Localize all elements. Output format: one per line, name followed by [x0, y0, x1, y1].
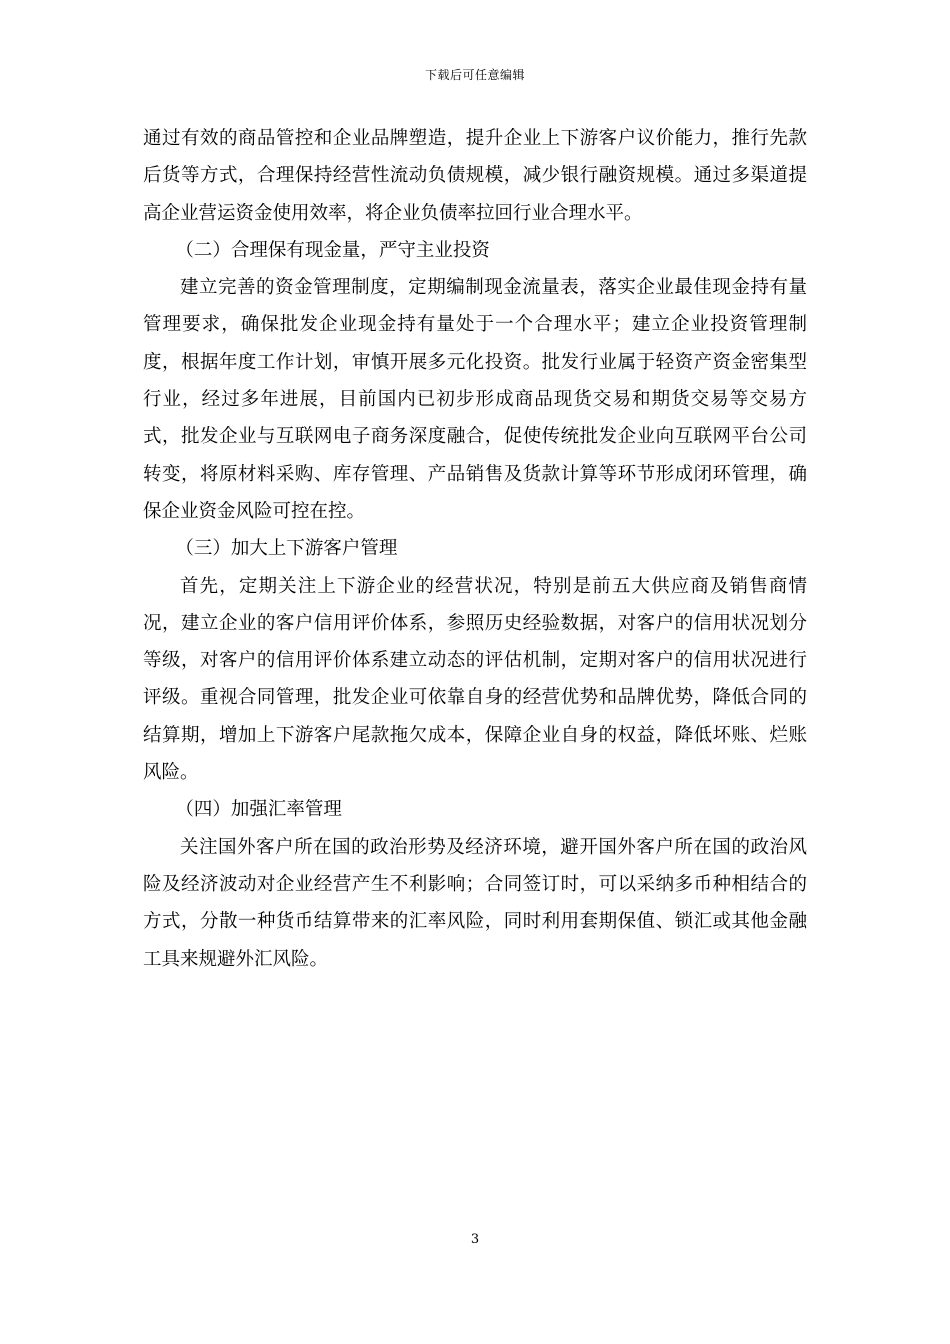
paragraph-exchange-rate: 关注国外客户所在国的政治形势及经济环境，避开国外客户所在国的政治风险及经济波动对企业经营产生不利影响；合同签订时，可以采纳多币种相结合的方式，分散一种货币结算带来的汇率风险，同时利用套期保值、锁汇或其他金融工具来规避外汇风险。 [143, 836, 807, 970]
document-body [143, 120, 807, 978]
paragraph-continued: 通过有效的商品管控和企业品牌塑造，提升企业上下游客户议价能力，推行先款后货等方式，合理保持经营性流动负债规模，减少银行融资规模。通过多渠道提高企业营运资金使用效率，将企业负债率拉回行业合理水平。 [143, 128, 807, 224]
page-number: 3 [470, 1232, 480, 1247]
paragraph-customer-management: 首先，定期关注上下游企业的经营状况，特别是前五大供应商及销售商情况，建立企业的客户信用评价体系，参照历史经验数据，对客户的信用状况划分等级，对客户的信用评价体系建立动态的评估机制，定期对客户的信用状况进行评级。重视合同管理，批发企业可依靠自身的经营优势和品牌优势，降低合同的结算期，增加上下游客户尾款拖欠成本，保障企业自身的权益，降低坏账、烂账风险。 [143, 575, 807, 784]
paragraph-cash-management: 建立完善的资金管理制度，定期编制现金流量表，落实企业最佳现金持有量管理要求，确保批发企业现金持有量处于一个合理水平；建立企业投资管理制度，根据年度工作计划，审慎开展多元化投资。批发行业属于轻资产资金密集型行业，经过多年进展，目前国内已初步形成商品现货交易和期货交易等交易方式，批发企业与互联网电子商务深度融合，促使传统批发企业向互联网平台公司转变，将原材料采购、库存管理、产品销售及货款计算等环节形成闭环管理，确保企业资金风险可控在控。 [143, 277, 807, 522]
section-heading-3: （三）加大上下游客户管理 [175, 538, 398, 560]
section-heading-4: （四）加强汇率管理 [175, 799, 342, 821]
section-heading-2: （二）合理保有现金量，严守主业投资 [175, 239, 490, 261]
page-header: 下载后可任意编辑 [424, 68, 525, 82]
